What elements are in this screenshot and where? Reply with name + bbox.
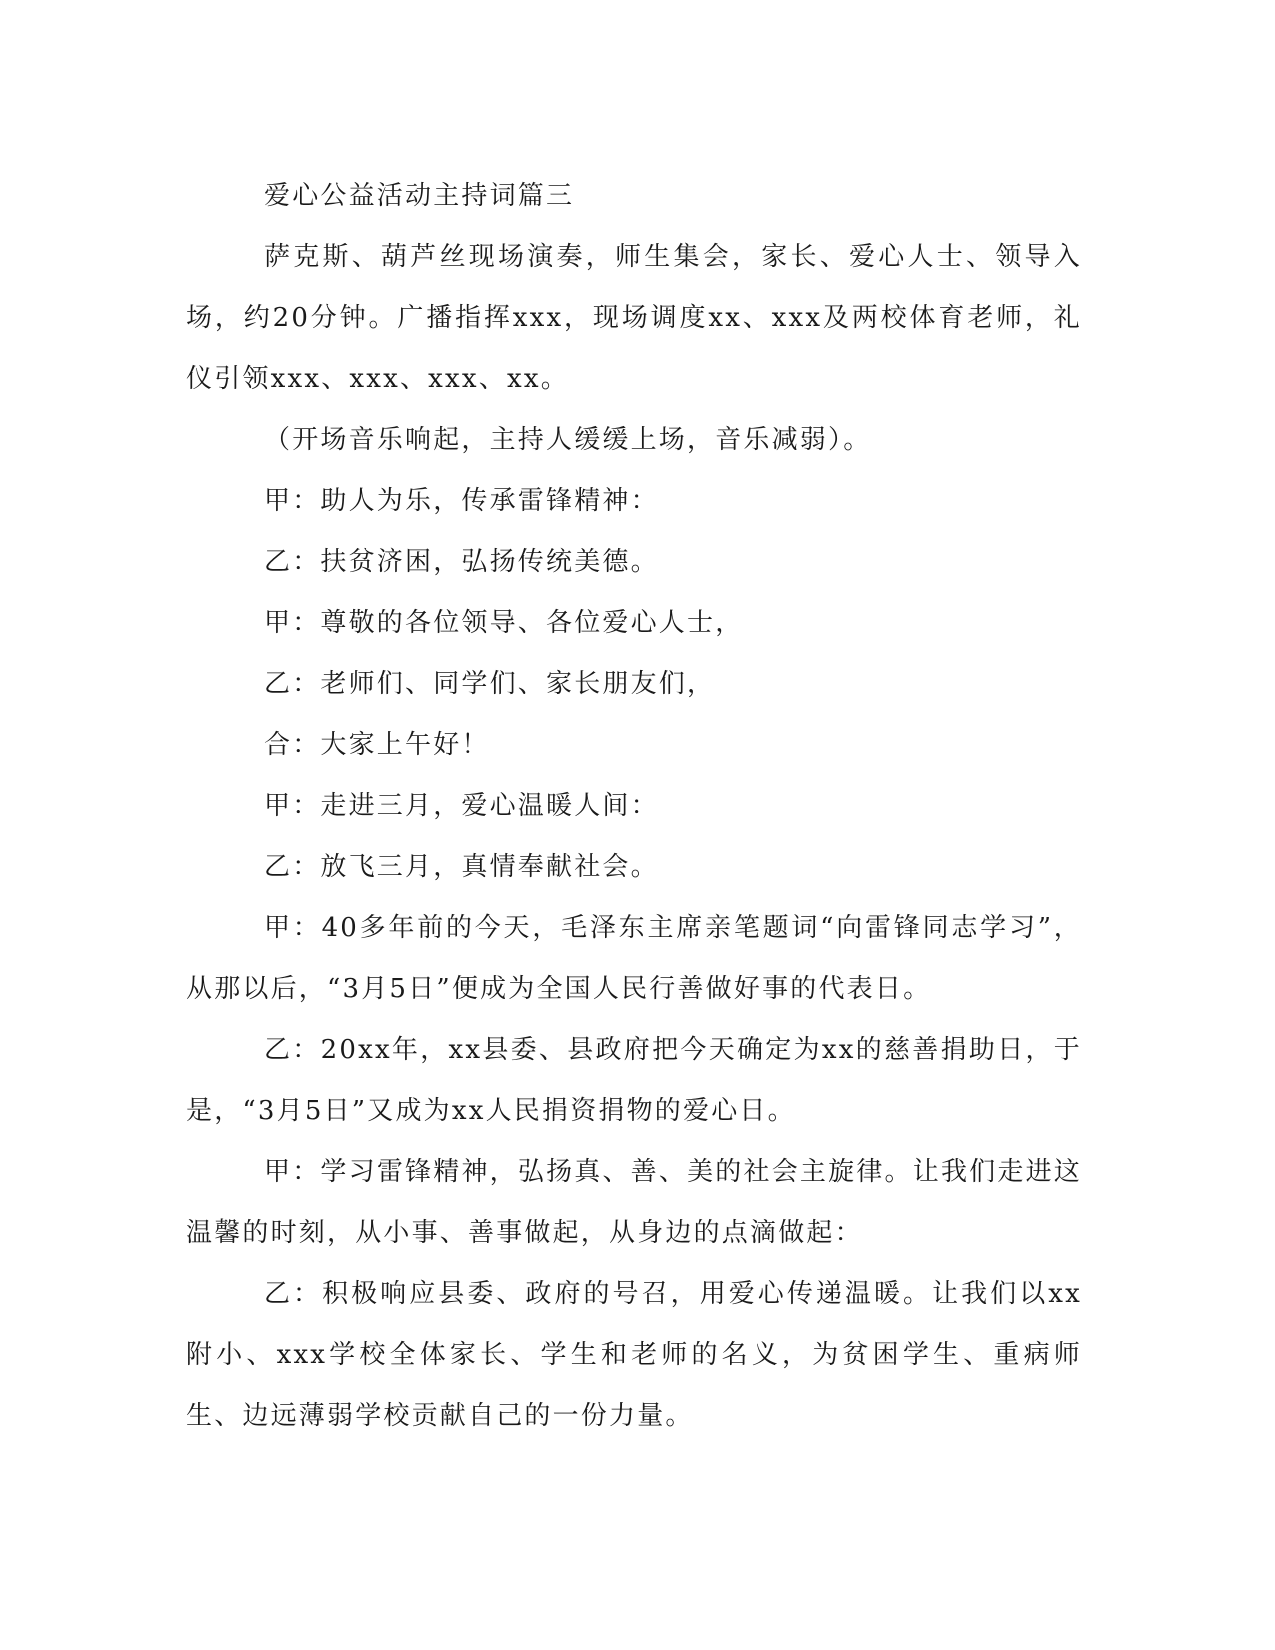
paragraph-dialogue: 甲：学习雷锋精神，弘扬真、善、美的社会主旋律。让我们走进这温馨的时刻，从小事、善事做起，从身边的点滴做起： [186, 1157, 1082, 1248]
paragraph-dialogue: 乙：积极响应县委、政府的号召，用爱心传递温暖。让我们以xx附小、xxx学校全体家长、学生和老师的名义，为贫困学生、重病师生、边远薄弱学校贡献自己的一份力量。 [186, 1279, 1082, 1431]
document-body [186, 166, 1082, 1447]
document-title: 爱心公益活动主持词篇三 [264, 181, 575, 211]
paragraph-dialogue: 乙：20xx年，xx县委、县政府把今天确定为xx的慈善捐助日，于是，“3月5日”又成为xx人民捐资捐物的爱心日。 [186, 1035, 1082, 1126]
paragraph-dialogue: 甲：助人为乐，传承雷锋精神： [264, 486, 659, 516]
paragraph-dialogue: 甲：40多年前的今天，毛泽东主席亲笔题词“向雷锋同志学习”，从那以后，“3月5日”便成为全国人民行善做好事的代表日。 [186, 913, 1082, 1004]
paragraph-dialogue: 乙：扶贫济困，弘扬传统美德。 [264, 547, 659, 577]
paragraph-dialogue: 乙：老师们、同学们、家长朋友们， [264, 669, 716, 699]
paragraph-dialogue: 合：大家上午好！ [264, 730, 490, 760]
paragraph-stage-direction: （开场音乐响起，主持人缓缓上场，音乐减弱）。 [264, 425, 872, 455]
paragraph-dialogue: 甲：尊敬的各位领导、各位爱心人士， [264, 608, 744, 638]
paragraph-intro: 萨克斯、葫芦丝现场演奏，师生集会，家长、爱心人士、领导入场，约20分钟。广播指挥xxx，现场调度xx、xxx及两校体育老师，礼仪引领xxx、xxx、xxx、xx。 [186, 242, 1082, 394]
paragraph-dialogue: 甲：走进三月，爱心温暖人间： [264, 791, 659, 821]
paragraph-dialogue: 乙：放飞三月，真情奉献社会。 [264, 852, 659, 882]
